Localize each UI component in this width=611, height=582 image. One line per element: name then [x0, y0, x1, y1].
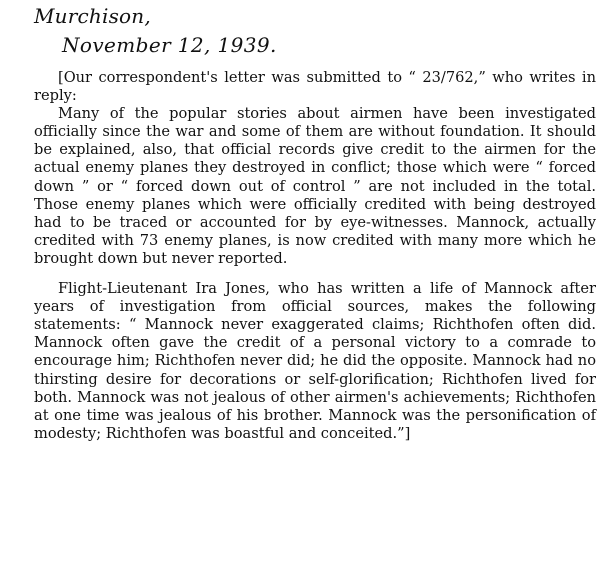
- reply-paragraph-1: Many of the popular stories about airmen have been investigated officially since the war and some of them are without foundation. It should be explained, also, that official records give credit to the airmen for the actual enemy planes they destroyed in conflict; those which were “ forced down ” or “ forced down out of control ” are not included in the total. Those enemy planes which were officially credited with being destroyed had to be traced or accounted for by eye-witnesses. Mannock, actually credited with 73 enemy planes, is now credited with many more which he brought down but never reported.: [34, 105, 596, 267]
- letter-date: November 12, 1939.: [62, 33, 277, 57]
- reply-intro: [Our correspondent's letter was submitted to “ 23/762,” who writes in reply:: [34, 69, 596, 105]
- letter-place: Murchison,: [34, 4, 151, 28]
- reply-paragraph-2: Flight-Lieutenant Ira Jones, who has written a life of Mannock after years of investigation from official sources, makes the following statements: “ Mannock never exaggerated claims; Richthofen often did. Mannock often gave the credit of a personal victory to a comrade to encourage him; Richthofen never did; he did the opposite. Mannock had no thirsting desire for decorations or self-glorification; Richthofen lived for both. Mannock was not jealous of other airmen's achievements; Richthofen at one time was jealous of his brother. Mannock was the personification of modesty; Richthofen was boastful and conceited.”]: [34, 280, 596, 442]
- reply-body: [34, 69, 596, 443]
